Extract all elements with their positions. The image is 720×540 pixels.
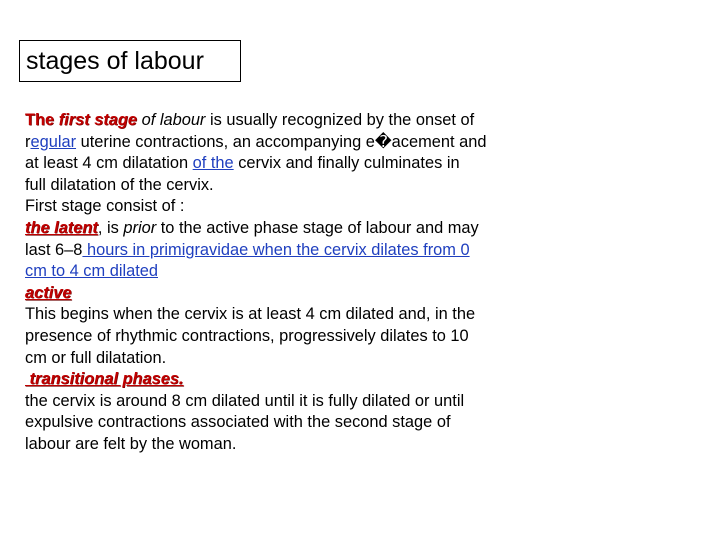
- active-line3: cm or full dilatation.: [25, 348, 167, 367]
- first-stage-term: first stage: [58, 111, 138, 129]
- para1-line2-rest: uterine contractions, an accompanying e�acement and: [76, 132, 487, 151]
- para1-line3-a: at least 4 cm dilatation: [25, 154, 193, 173]
- the-word: The: [25, 111, 59, 129]
- regular-r: r: [25, 132, 31, 151]
- active-line2: presence of rhythmic contractions, progressively dilates to 10: [25, 326, 469, 345]
- latent-line1-rest: to the active phase stage of labour and may: [156, 218, 479, 237]
- latent-is: is: [102, 218, 124, 237]
- transitional-line1: the cervix is around 8 cm dilated until it is fully dilated or until: [25, 391, 465, 410]
- latent-line1: [25, 218, 545, 240]
- para1-line3: [25, 153, 545, 175]
- slide-body: [25, 110, 545, 456]
- para1-line3-b: cervix and finally culminates in: [233, 154, 460, 173]
- transitional-line3: labour are felt by the woman.: [25, 434, 237, 453]
- latent-comma: ,: [97, 218, 103, 237]
- para1-line4: full dilatation of the cervix.: [25, 175, 214, 194]
- prior-word: prior: [123, 218, 157, 237]
- latent-line3-link[interactable]: cm to 4 cm dilated: [25, 262, 158, 281]
- latent-term[interactable]: the latent: [25, 218, 98, 237]
- slide-title: stages of labour: [19, 40, 241, 82]
- latent-line2: [25, 240, 545, 262]
- of-labour-text: of labour: [137, 111, 206, 129]
- transitional-term[interactable]: transitional phases.: [25, 370, 184, 389]
- consist-line: First stage consist of :: [25, 197, 185, 216]
- latent-line2-link[interactable]: hours in primigravidae when the cervix dilates from 0: [82, 240, 470, 259]
- latent-line2-a: last 6–8: [25, 240, 83, 259]
- active-line1: This begins when the cervix is at least 4 cm dilated and, in the: [25, 305, 476, 324]
- para1-line2: [25, 132, 545, 154]
- of-the-link[interactable]: of the: [192, 154, 234, 173]
- latent-line3: [25, 261, 545, 283]
- active-label-line: [25, 283, 545, 305]
- transitional-line2: expulsive contractions associated with the second stage of: [25, 413, 451, 432]
- transitional-label-line: [25, 369, 545, 391]
- regular-link[interactable]: egular: [30, 132, 77, 151]
- active-term[interactable]: active: [25, 283, 72, 302]
- para1-line1-rest: is usually recognized by the onset of: [205, 111, 475, 129]
- para1-line1: [25, 110, 545, 132]
